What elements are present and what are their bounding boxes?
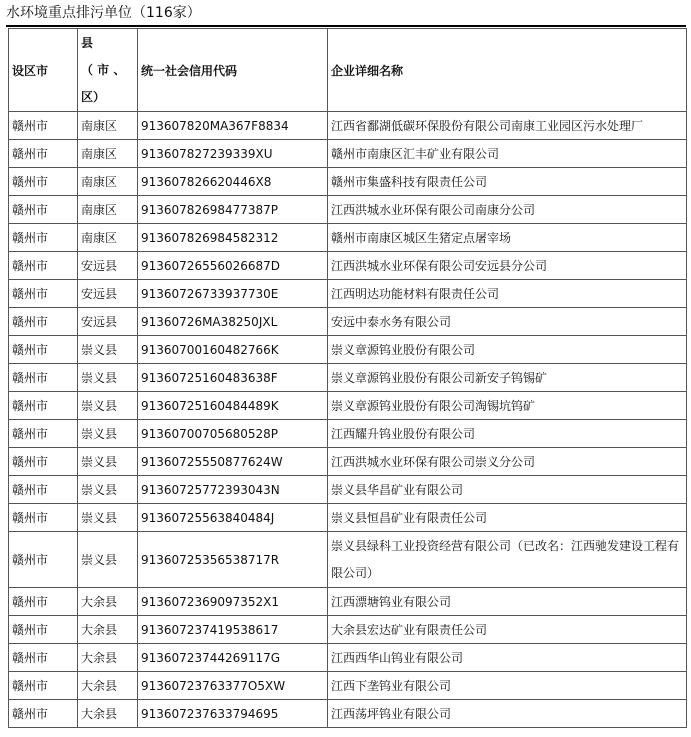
table-row [9,308,687,336]
cell-code: 91360725563840484J [138,504,328,532]
cell-code: 91360726556026687D [138,252,328,280]
cell-name: 江西耀升钨业股份有限公司 [328,420,687,448]
cell-city: 赣州市 [9,420,78,448]
cell-code: 913607826620446X8 [138,168,328,196]
cell-city: 赣州市 [9,336,78,364]
cell-county: 大余县 [78,616,138,644]
cell-county: 大余县 [78,588,138,616]
table-row [9,336,687,364]
cell-name: 安远中泰水务有限公司 [328,308,687,336]
cell-city: 赣州市 [9,672,78,700]
table-row [9,532,687,588]
table-row [9,672,687,700]
cell-county: 崇义县 [78,336,138,364]
cell-city: 赣州市 [9,476,78,504]
table-row [9,644,687,672]
cell-county: 安远县 [78,280,138,308]
cell-city: 赣州市 [9,224,78,252]
table-row [9,252,687,280]
cell-city: 赣州市 [9,392,78,420]
cell-code: 91360723744269117G [138,644,328,672]
document-title: 水环境重点排污单位（116家） [6,5,201,21]
cell-city: 赣州市 [9,616,78,644]
cell-code: 913607237419538617 [138,616,328,644]
cell-code: 913607820MA367F8834 [138,112,328,140]
table-row [9,112,687,140]
cell-county: 安远县 [78,308,138,336]
cell-code: 91360725356538717R [138,532,328,588]
cell-name: 崇义章源钨业股份有限公司新安子钨锡矿 [328,364,687,392]
cell-county: 安远县 [78,252,138,280]
cell-name: 崇义章源钨业股份有限公司淘锡坑钨矿 [328,392,687,420]
cell-city: 赣州市 [9,140,78,168]
cell-code: 91360725160484489K [138,392,328,420]
header-city: 设区市 [9,29,78,112]
cell-code: 91360726733937730E [138,280,328,308]
cell-name: 江西洪城水业环保有限公司崇义分公司 [328,448,687,476]
cell-county: 大余县 [78,672,138,700]
cell-name: 江西荡坪钨业有限公司 [328,700,687,728]
table-row [9,168,687,196]
cell-code: 913607827239339XU [138,140,328,168]
cell-name: 江西洪城水业环保有限公司安远县分公司 [328,252,687,280]
cell-name: 江西下垄钨业有限公司 [328,672,687,700]
cell-city: 赣州市 [9,364,78,392]
cell-name: 江西洪城水业环保有限公司南康分公司 [328,196,687,224]
table-row [9,700,687,728]
cell-name: 江西省鄱湖低碳环保股份有限公司南康工业园区污水处理厂 [328,112,687,140]
table-row [9,504,687,532]
cell-name: 江西明达功能材料有限责任公司 [328,280,687,308]
cell-city: 赣州市 [9,196,78,224]
table-row [9,224,687,252]
cell-county: 崇义县 [78,532,138,588]
header-county-line2: （ 市 、 [81,62,126,77]
cell-county: 崇义县 [78,504,138,532]
cell-county: 崇义县 [78,392,138,420]
cell-county: 崇义县 [78,476,138,504]
cell-code: 91360725160483638F [138,364,328,392]
header-code: 统一社会信用代码 [138,29,328,112]
cell-county: 南康区 [78,140,138,168]
cell-code: 91360725550877624W [138,448,328,476]
cell-name: 大余县宏达矿业有限责任公司 [328,616,687,644]
cell-city: 赣州市 [9,504,78,532]
cell-code: 91360725772393043N [138,476,328,504]
cell-county: 南康区 [78,224,138,252]
cell-code: 913607237633794695 [138,700,328,728]
cell-city: 赣州市 [9,700,78,728]
cell-county: 崇义县 [78,448,138,476]
table-row [9,448,687,476]
table-row [9,588,687,616]
cell-city: 赣州市 [9,308,78,336]
cell-name: 江西西华山钨业有限公司 [328,644,687,672]
cell-city: 赣州市 [9,448,78,476]
cell-county: 崇义县 [78,364,138,392]
cell-city: 赣州市 [9,252,78,280]
cell-code: 91360726MA38250JXL [138,308,328,336]
cell-county: 南康区 [78,112,138,140]
cell-name: 崇义县华昌矿业有限公司 [328,476,687,504]
header-county [78,29,138,112]
pollutant-units-table [8,28,687,728]
header-row [9,29,687,112]
table-row [9,364,687,392]
table-row [9,420,687,448]
cell-city: 赣州市 [9,644,78,672]
cell-code: 91360723763377O5XW [138,672,328,700]
table-row [9,196,687,224]
cell-code: 9136072369097352X1 [138,588,328,616]
cell-code: 913607826984582312 [138,224,328,252]
cell-code: 91360700705680528P [138,420,328,448]
cell-name: 赣州市南康区汇丰矿业有限公司 [328,140,687,168]
cell-code: 91360782698477387P [138,196,328,224]
table-row [9,280,687,308]
table-row [9,616,687,644]
table-row [9,476,687,504]
cell-county: 大余县 [78,700,138,728]
table-row [9,140,687,168]
cell-county: 南康区 [78,168,138,196]
header-name: 企业详细名称 [328,29,687,112]
cell-name: 崇义章源钨业股份有限公司 [328,336,687,364]
cell-county: 南康区 [78,196,138,224]
cell-city: 赣州市 [9,532,78,588]
cell-city: 赣州市 [9,112,78,140]
cell-city: 赣州市 [9,168,78,196]
title-rule [6,25,686,27]
cell-name: 赣州市南康区城区生猪定点屠宰场 [328,224,687,252]
header-county-line3: 区） [81,89,106,104]
cell-city: 赣州市 [9,280,78,308]
table-row [9,392,687,420]
header-county-line1: 县 [81,35,94,50]
cell-county: 崇义县 [78,420,138,448]
cell-city: 赣州市 [9,588,78,616]
cell-name: 赣州市集盛科技有限责任公司 [328,168,687,196]
cell-name: 崇义县绿科工业投资经营有限公司（已改名：江西驰发建设工程有限公司） [328,532,687,588]
cell-code: 91360700160482766K [138,336,328,364]
cell-name: 江西漂塘钨业有限公司 [328,588,687,616]
cell-name: 崇义县恒昌矿业有限责任公司 [328,504,687,532]
cell-county: 大余县 [78,644,138,672]
